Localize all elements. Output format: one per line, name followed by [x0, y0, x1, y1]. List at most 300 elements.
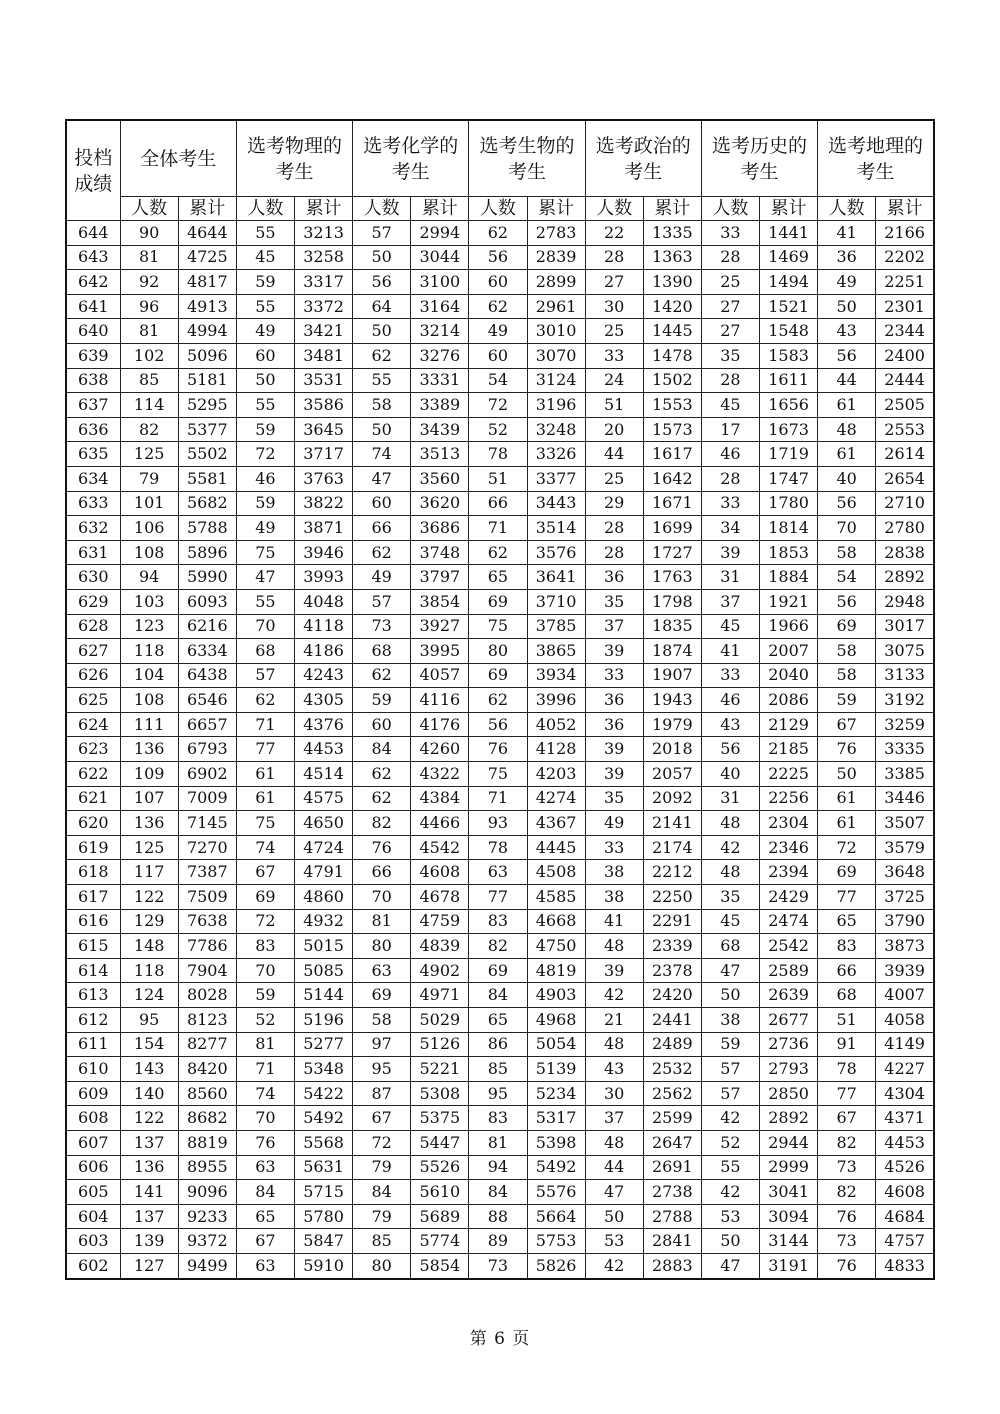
cumulative-cell: 2344	[876, 319, 934, 344]
cumulative-cell: 3421	[295, 319, 353, 344]
cumulative-cell: 2542	[760, 934, 818, 959]
score-cell: 610	[66, 1057, 120, 1082]
count-cell: 122	[120, 1106, 178, 1131]
cumulative-cell: 3871	[295, 516, 353, 541]
cumulative-cell: 4750	[527, 934, 585, 959]
count-cell: 28	[585, 540, 643, 565]
count-cell: 104	[120, 663, 178, 688]
cumulative-cell: 5581	[178, 466, 236, 491]
cumulative-cell: 5139	[527, 1057, 585, 1082]
cumulative-cell: 1943	[643, 688, 701, 713]
cumulative-cell: 4791	[295, 860, 353, 885]
count-cell: 50	[353, 319, 411, 344]
count-cell: 62	[469, 294, 527, 319]
count-cell: 136	[120, 737, 178, 762]
cumulative-cell: 2883	[643, 1253, 701, 1278]
score-cell: 611	[66, 1032, 120, 1057]
count-cell: 55	[236, 589, 294, 614]
count-cell: 43	[585, 1057, 643, 1082]
score-cell: 605	[66, 1180, 120, 1205]
count-cell: 63	[353, 958, 411, 983]
count-cell: 70	[353, 885, 411, 910]
cumulative-cell: 5568	[295, 1130, 353, 1155]
count-cell: 62	[469, 221, 527, 246]
cumulative-cell: 2444	[876, 368, 934, 393]
count-cell: 57	[353, 221, 411, 246]
count-cell: 51	[469, 466, 527, 491]
cumulative-cell: 2018	[643, 737, 701, 762]
count-cell: 53	[585, 1229, 643, 1254]
cumulative-cell: 2599	[643, 1106, 701, 1131]
cumulative-cell: 3531	[295, 368, 353, 393]
count-cell: 69	[818, 860, 876, 885]
cumulative-cell: 2394	[760, 860, 818, 885]
cumulative-cell: 1798	[643, 589, 701, 614]
cumulative-cell: 3993	[295, 565, 353, 590]
cumulative-cell: 4322	[411, 762, 469, 787]
cumulative-cell: 1390	[643, 270, 701, 295]
count-cell: 60	[469, 270, 527, 295]
cumulative-cell: 4384	[411, 786, 469, 811]
cumulative-cell: 1469	[760, 245, 818, 270]
cumulative-cell: 1699	[643, 516, 701, 541]
count-cell: 85	[469, 1057, 527, 1082]
count-cell: 71	[469, 516, 527, 541]
table-row	[66, 712, 934, 737]
count-cell: 82	[469, 934, 527, 959]
cumulative-cell: 2489	[643, 1032, 701, 1057]
count-cell: 65	[469, 565, 527, 590]
cumulative-cell: 1548	[760, 319, 818, 344]
count-cell: 74	[236, 1081, 294, 1106]
count-cell: 46	[236, 466, 294, 491]
count-cell: 35	[701, 885, 759, 910]
table-row	[66, 737, 934, 762]
count-cell: 84	[469, 1180, 527, 1205]
cumulative-cell: 4367	[527, 811, 585, 836]
cumulative-cell: 2892	[876, 565, 934, 590]
count-cell: 97	[353, 1032, 411, 1057]
count-cell: 40	[701, 762, 759, 787]
cumulative-cell: 2185	[760, 737, 818, 762]
cumulative-cell: 3686	[411, 516, 469, 541]
count-cell: 21	[585, 1008, 643, 1033]
cumulative-cell: 8560	[178, 1081, 236, 1106]
count-cell: 107	[120, 786, 178, 811]
count-cell: 136	[120, 811, 178, 836]
cumulative-cell: 2710	[876, 491, 934, 516]
count-cell: 45	[236, 245, 294, 270]
count-cell: 62	[236, 688, 294, 713]
score-cell: 628	[66, 614, 120, 639]
count-cell: 29	[585, 491, 643, 516]
score-cell: 639	[66, 343, 120, 368]
table-row	[66, 1155, 934, 1180]
count-cell: 52	[469, 417, 527, 442]
count-cell: 77	[469, 885, 527, 910]
count-cell: 61	[818, 393, 876, 418]
cumulative-cell: 5576	[527, 1180, 585, 1205]
count-cell: 140	[120, 1081, 178, 1106]
group-header-chemistry: 选考化学的考生	[353, 120, 469, 197]
count-cell: 143	[120, 1057, 178, 1082]
table-row	[66, 221, 934, 246]
count-cell: 69	[353, 983, 411, 1008]
cumulative-cell: 4650	[295, 811, 353, 836]
cumulative-cell: 2892	[760, 1106, 818, 1131]
cumulative-cell: 3133	[876, 663, 934, 688]
count-cell: 58	[353, 393, 411, 418]
cumulative-cell: 4932	[295, 909, 353, 934]
count-header: 人数	[236, 197, 294, 221]
score-cell: 644	[66, 221, 120, 246]
count-cell: 41	[701, 639, 759, 664]
count-cell: 101	[120, 491, 178, 516]
cumulative-cell: 3514	[527, 516, 585, 541]
count-cell: 95	[120, 1008, 178, 1033]
cumulative-cell: 6902	[178, 762, 236, 787]
cumulative-cell: 4514	[295, 762, 353, 787]
count-header: 人数	[701, 197, 759, 221]
cumulative-cell: 1966	[760, 614, 818, 639]
cumulative-cell: 4678	[411, 885, 469, 910]
count-cell: 81	[120, 319, 178, 344]
cumulative-cell: 2505	[876, 393, 934, 418]
cumulative-cell: 2691	[643, 1155, 701, 1180]
count-cell: 46	[701, 688, 759, 713]
cumulative-cell: 4305	[295, 688, 353, 713]
count-cell: 55	[236, 221, 294, 246]
cumulative-cell: 5196	[295, 1008, 353, 1033]
count-cell: 44	[585, 1155, 643, 1180]
cumulative-cell: 1420	[643, 294, 701, 319]
cumulative-cell: 5826	[527, 1253, 585, 1278]
cumulative-cell: 1553	[643, 393, 701, 418]
count-cell: 50	[353, 245, 411, 270]
count-cell: 67	[818, 712, 876, 737]
cumulative-cell: 5085	[295, 958, 353, 983]
cumulative-cell: 6546	[178, 688, 236, 713]
cumulative-cell: 1478	[643, 343, 701, 368]
count-cell: 63	[236, 1155, 294, 1180]
cumulative-cell: 3214	[411, 319, 469, 344]
count-cell: 68	[236, 639, 294, 664]
cumulative-cell: 2086	[760, 688, 818, 713]
count-cell: 49	[353, 565, 411, 590]
score-cell: 615	[66, 934, 120, 959]
count-cell: 83	[469, 909, 527, 934]
cumulative-cell: 4994	[178, 319, 236, 344]
cumulative-cell: 9233	[178, 1204, 236, 1229]
cumulative-cell: 1884	[760, 565, 818, 590]
count-cell: 27	[701, 294, 759, 319]
score-cell: 629	[66, 589, 120, 614]
count-cell: 84	[469, 983, 527, 1008]
cumulative-cell: 2589	[760, 958, 818, 983]
cumulative-cell: 7786	[178, 934, 236, 959]
cumulative-cell: 2225	[760, 762, 818, 787]
count-cell: 76	[469, 737, 527, 762]
count-cell: 55	[236, 393, 294, 418]
cumulative-cell: 4057	[411, 663, 469, 688]
count-cell: 95	[353, 1057, 411, 1082]
group-header-physics: 选考物理的考生	[236, 120, 352, 197]
group-header-politics: 选考政治的考生	[585, 120, 701, 197]
score-cell: 602	[66, 1253, 120, 1278]
count-cell: 36	[585, 688, 643, 713]
count-cell: 70	[236, 614, 294, 639]
count-cell: 80	[353, 1253, 411, 1278]
cumulative-cell: 4149	[876, 1032, 934, 1057]
count-cell: 28	[585, 245, 643, 270]
count-cell: 58	[818, 663, 876, 688]
cumulative-cell: 5847	[295, 1229, 353, 1254]
count-cell: 72	[236, 909, 294, 934]
score-cell: 636	[66, 417, 120, 442]
count-cell: 47	[353, 466, 411, 491]
cumulative-cell: 2783	[527, 221, 585, 246]
count-cell: 31	[701, 786, 759, 811]
count-cell: 34	[701, 516, 759, 541]
count-cell: 66	[353, 516, 411, 541]
score-cell: 631	[66, 540, 120, 565]
cumulative-cell: 3927	[411, 614, 469, 639]
cumulative-cell: 5015	[295, 934, 353, 959]
cumulative-cell: 1907	[643, 663, 701, 688]
count-cell: 36	[818, 245, 876, 270]
count-cell: 30	[585, 294, 643, 319]
table-row	[66, 368, 934, 393]
table-row	[66, 1204, 934, 1229]
count-header: 人数	[585, 197, 643, 221]
score-cell: 606	[66, 1155, 120, 1180]
count-cell: 111	[120, 712, 178, 737]
cumulative-cell: 1656	[760, 393, 818, 418]
count-cell: 33	[701, 663, 759, 688]
count-cell: 71	[469, 786, 527, 811]
count-cell: 91	[818, 1032, 876, 1057]
count-cell: 78	[818, 1057, 876, 1082]
table-row	[66, 294, 934, 319]
count-cell: 69	[469, 663, 527, 688]
count-cell: 118	[120, 958, 178, 983]
cumulative-cell: 2202	[876, 245, 934, 270]
count-cell: 43	[818, 319, 876, 344]
count-cell: 33	[585, 343, 643, 368]
cumulative-cell: 3258	[295, 245, 353, 270]
cumulative-cell: 5492	[295, 1106, 353, 1131]
cumulative-cell: 5610	[411, 1180, 469, 1205]
count-cell: 44	[585, 442, 643, 467]
score-cell: 619	[66, 835, 120, 860]
cumulative-cell: 7638	[178, 909, 236, 934]
count-cell: 28	[701, 245, 759, 270]
count-cell: 56	[469, 712, 527, 737]
cumulative-cell: 2040	[760, 663, 818, 688]
cumulative-cell: 9499	[178, 1253, 236, 1278]
cumulative-cell: 2250	[643, 885, 701, 910]
count-cell: 124	[120, 983, 178, 1008]
count-cell: 62	[353, 663, 411, 688]
count-cell: 68	[701, 934, 759, 959]
cumulative-cell: 3507	[876, 811, 934, 836]
count-cell: 28	[701, 368, 759, 393]
group-header-row	[66, 120, 934, 197]
count-cell: 46	[701, 442, 759, 467]
count-cell: 38	[701, 1008, 759, 1033]
cumulative-cell: 4608	[876, 1180, 934, 1205]
cumulative-cell: 5753	[527, 1229, 585, 1254]
table-row	[66, 885, 934, 910]
cumulative-cell: 5234	[527, 1081, 585, 1106]
cumulative-cell: 3934	[527, 663, 585, 688]
table-row	[66, 614, 934, 639]
count-cell: 38	[585, 860, 643, 885]
table-header	[66, 120, 934, 221]
count-cell: 69	[818, 614, 876, 639]
cumulative-cell: 3710	[527, 589, 585, 614]
cumulative-cell: 3446	[876, 786, 934, 811]
count-cell: 79	[120, 466, 178, 491]
count-cell: 103	[120, 589, 178, 614]
table-row	[66, 491, 934, 516]
cumulative-cell: 4453	[876, 1130, 934, 1155]
cumulative-cell: 3317	[295, 270, 353, 295]
cumulative-cell: 4058	[876, 1008, 934, 1033]
score-cell: 630	[66, 565, 120, 590]
count-cell: 80	[353, 934, 411, 959]
cumulative-cell: 1573	[643, 417, 701, 442]
score-cell: 626	[66, 663, 120, 688]
table-row	[66, 245, 934, 270]
count-cell: 50	[818, 294, 876, 319]
cumulative-cell: 5054	[527, 1032, 585, 1057]
cumulative-cell: 2639	[760, 983, 818, 1008]
count-cell: 25	[585, 319, 643, 344]
cumulative-cell: 5029	[411, 1008, 469, 1033]
cumulative-cell: 4968	[527, 1008, 585, 1033]
count-cell: 58	[353, 1008, 411, 1033]
count-cell: 52	[701, 1130, 759, 1155]
cumulative-cell: 4186	[295, 639, 353, 664]
cumulative-cell: 4817	[178, 270, 236, 295]
count-header: 人数	[353, 197, 411, 221]
cumulative-cell: 4203	[527, 762, 585, 787]
score-cell: 623	[66, 737, 120, 762]
count-cell: 57	[701, 1057, 759, 1082]
cumulative-cell: 4684	[876, 1204, 934, 1229]
cumulative-cell: 3576	[527, 540, 585, 565]
count-cell: 85	[353, 1229, 411, 1254]
count-cell: 137	[120, 1204, 178, 1229]
cumulative-cell: 4453	[295, 737, 353, 762]
count-cell: 62	[469, 540, 527, 565]
cumulative-cell: 4007	[876, 983, 934, 1008]
count-cell: 58	[818, 639, 876, 664]
count-cell: 62	[353, 762, 411, 787]
cumulative-cell: 8955	[178, 1155, 236, 1180]
score-cell: 622	[66, 762, 120, 787]
cumulative-cell: 4971	[411, 983, 469, 1008]
table-row	[66, 1081, 934, 1106]
cumulative-cell: 5910	[295, 1253, 353, 1278]
cumulative-cell: 3144	[760, 1229, 818, 1254]
cumulative-cell: 2999	[760, 1155, 818, 1180]
cumulative-cell: 4759	[411, 909, 469, 934]
count-cell: 73	[353, 614, 411, 639]
cumulative-cell: 5308	[411, 1081, 469, 1106]
cumulative-cell: 1502	[643, 368, 701, 393]
cumulative-cell: 3560	[411, 466, 469, 491]
count-cell: 45	[701, 614, 759, 639]
cumulative-cell: 1979	[643, 712, 701, 737]
cumulative-cell: 3822	[295, 491, 353, 516]
count-cell: 59	[236, 983, 294, 1008]
cumulative-cell: 6438	[178, 663, 236, 688]
cumulative-cell: 7387	[178, 860, 236, 885]
cumulative-cell: 4839	[411, 934, 469, 959]
count-cell: 50	[585, 1204, 643, 1229]
cumulative-cell: 2141	[643, 811, 701, 836]
cumulative-cell: 5631	[295, 1155, 353, 1180]
cumulative-cell: 5375	[411, 1106, 469, 1131]
cumulative-cell: 4608	[411, 860, 469, 885]
score-cell: 617	[66, 885, 120, 910]
count-cell: 17	[701, 417, 759, 442]
count-cell: 33	[701, 221, 759, 246]
cumulative-cell: 3763	[295, 466, 353, 491]
cumulative-cell: 4903	[527, 983, 585, 1008]
score-cell: 627	[66, 639, 120, 664]
count-cell: 57	[236, 663, 294, 688]
cumulative-cell: 3797	[411, 565, 469, 590]
count-cell: 94	[120, 565, 178, 590]
count-cell: 106	[120, 516, 178, 541]
count-cell: 24	[585, 368, 643, 393]
count-cell: 75	[469, 614, 527, 639]
cumulative-cell: 1763	[643, 565, 701, 590]
cumulative-cell: 3790	[876, 909, 934, 934]
count-cell: 51	[818, 1008, 876, 1033]
cumulative-cell: 2129	[760, 712, 818, 737]
cumulative-header: 累计	[760, 197, 818, 221]
table-row	[66, 934, 934, 959]
cumulative-cell: 2614	[876, 442, 934, 467]
cumulative-cell: 4445	[527, 835, 585, 860]
count-cell: 72	[236, 442, 294, 467]
cumulative-cell: 5526	[411, 1155, 469, 1180]
count-cell: 78	[469, 835, 527, 860]
count-cell: 65	[818, 909, 876, 934]
cumulative-cell: 3335	[876, 737, 934, 762]
count-cell: 59	[236, 417, 294, 442]
cumulative-cell: 6793	[178, 737, 236, 762]
count-cell: 59	[701, 1032, 759, 1057]
cumulative-cell: 4575	[295, 786, 353, 811]
count-cell: 76	[818, 1204, 876, 1229]
count-cell: 125	[120, 835, 178, 860]
cumulative-cell: 5780	[295, 1204, 353, 1229]
score-column-header: 投档成绩	[66, 120, 120, 221]
count-cell: 49	[469, 319, 527, 344]
count-cell: 81	[120, 245, 178, 270]
count-cell: 67	[818, 1106, 876, 1131]
count-cell: 72	[469, 393, 527, 418]
count-cell: 39	[585, 958, 643, 983]
table-row	[66, 663, 934, 688]
cumulative-cell: 1617	[643, 442, 701, 467]
cumulative-cell: 3164	[411, 294, 469, 319]
